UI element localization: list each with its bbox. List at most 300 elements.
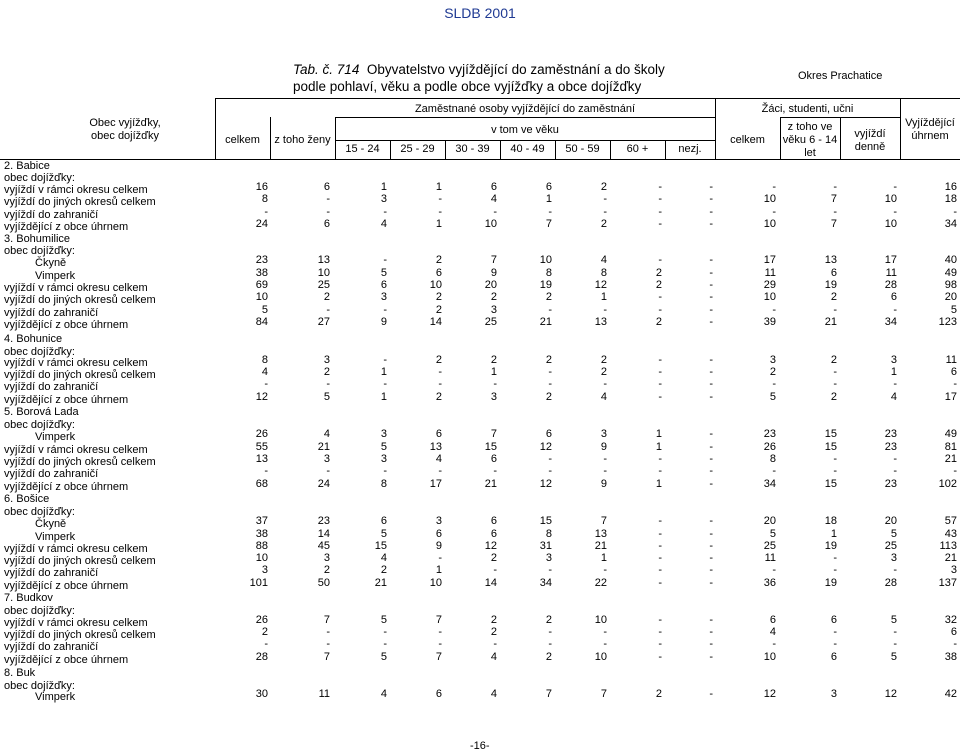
row-label: vyjíždí v rámci okresu celkem [4, 617, 148, 629]
table-cell: 15 [539, 515, 552, 527]
table-cell: 24 [317, 478, 330, 490]
table-cell: - [893, 181, 897, 193]
table-cell: - [658, 304, 662, 316]
table-cell: 6 [490, 528, 497, 540]
table-cell: - [603, 564, 607, 576]
header-students-group: Žáci, studenti, učni [761, 103, 854, 115]
table-cell: - [658, 577, 662, 589]
table-cell: - [709, 552, 713, 564]
table-cell: 6 [435, 688, 442, 700]
table-cell: 34 [944, 218, 957, 230]
table-cell: - [709, 254, 713, 266]
table-cell: - [709, 218, 713, 230]
table-cell: - [326, 206, 330, 218]
table-cell: - [772, 378, 776, 390]
table-cell: - [493, 564, 497, 576]
header-students-daily [840, 128, 900, 154]
table-cell: 37 [255, 515, 268, 527]
table-cell: 23 [884, 478, 897, 490]
table-cell: - [893, 378, 897, 390]
table-cell: - [709, 354, 713, 366]
table-cell: 9 [380, 316, 387, 328]
row-label: vyjíždí v rámci okresu celkem [4, 444, 148, 456]
table-cell: 12 [594, 279, 607, 291]
table-cell: 24 [255, 218, 268, 230]
table-cell: - [893, 626, 897, 638]
table-cell: - [953, 206, 957, 218]
table-cell: 10 [539, 254, 552, 266]
table-cell: - [383, 304, 387, 316]
table-cell: - [383, 354, 387, 366]
table-cell: 40 [944, 254, 957, 266]
table-cell: - [772, 638, 776, 650]
table-cell: - [548, 206, 552, 218]
row-label: vyjíždějící z obce úhrnem [4, 654, 129, 666]
table-cell: 5 [380, 614, 387, 626]
table-cell: - [833, 465, 837, 477]
row-label: Vimperk [35, 531, 76, 543]
table-cell: 13 [429, 441, 442, 453]
table-cell: 2 [655, 267, 662, 279]
table-cell: 4 [600, 391, 607, 403]
table-cell: 84 [255, 316, 268, 328]
table-cell: 3 [890, 354, 897, 366]
table-cell: 2 [323, 564, 330, 576]
row-label: obec dojížďky: [4, 245, 75, 257]
table-cell: 6 [950, 626, 957, 638]
table-cell: - [709, 453, 713, 465]
row-label: 8. Buk [4, 667, 36, 679]
table-cell: - [383, 626, 387, 638]
table-cell: 18 [824, 515, 837, 527]
row-label: vyjíždí do zahraničí [4, 641, 99, 653]
table-cell: 12 [884, 688, 897, 700]
table-cell: 5 [769, 391, 776, 403]
table-cell: 1 [655, 441, 662, 453]
table-cell: 5 [380, 528, 387, 540]
table-cell: 5 [380, 651, 387, 663]
table-cell: 16 [944, 181, 957, 193]
table-cell: 25 [484, 316, 497, 328]
table-cell: 10 [594, 614, 607, 626]
table-cell: - [264, 465, 268, 477]
table-cell: 49 [944, 428, 957, 440]
table-cell: 2 [545, 354, 552, 366]
table-cell: - [833, 366, 837, 378]
table-cell: - [658, 206, 662, 218]
table-cell: 5 [261, 304, 268, 316]
table-cell: 1 [655, 428, 662, 440]
table-cell: 2 [435, 391, 442, 403]
table-cell: 20 [484, 279, 497, 291]
table-cell: - [548, 453, 552, 465]
row-label: vyjíždí do zahraničí [4, 468, 99, 480]
table-cell: 6 [890, 291, 897, 303]
table-cell: 21 [374, 577, 387, 589]
table-cell: - [438, 366, 442, 378]
table-cell: 9 [600, 478, 607, 490]
header-students-daily-line2: denně [854, 141, 886, 153]
table-cell: - [383, 254, 387, 266]
table-cell: 10 [763, 193, 776, 205]
table-cell: - [603, 453, 607, 465]
table-cell: - [603, 304, 607, 316]
table-cell: - [709, 478, 713, 490]
table-cell: 88 [255, 540, 268, 552]
table-cell: 42 [944, 688, 957, 700]
table-cell: 5 [890, 614, 897, 626]
table-cell: 2 [600, 218, 607, 230]
table-cell: - [548, 378, 552, 390]
table-cell: 4 [490, 651, 497, 663]
table-cell: 19 [824, 279, 837, 291]
table-cell: - [893, 206, 897, 218]
table-cell: 1 [545, 193, 552, 205]
row-label: 2. Babice [4, 160, 50, 172]
row-label: vyjíždějící z obce úhrnem [4, 221, 129, 233]
table-cell: - [709, 304, 713, 316]
row-label: vyjíždí do jiných okresů celkem [4, 629, 156, 641]
table-cell: - [326, 626, 330, 638]
table-cell: 137 [938, 577, 957, 589]
table-cell: 21 [317, 441, 330, 453]
table-cell: 6 [323, 218, 330, 230]
row-label: obec dojížďky: [4, 172, 75, 184]
table-cell: 31 [539, 540, 552, 552]
table-cell: - [709, 316, 713, 328]
table-cell: 4 [490, 193, 497, 205]
table-cell: 17 [944, 391, 957, 403]
table-cell: - [709, 564, 713, 576]
table-cell: 2 [830, 391, 837, 403]
table-cell: 23 [255, 254, 268, 266]
table-cell: - [658, 540, 662, 552]
table-cell: 12 [539, 478, 552, 490]
row-label: vyjíždí do jiných okresů celkem [4, 456, 156, 468]
header-age-25-29: 25 - 29 [400, 143, 435, 155]
table-cell: 2 [490, 291, 497, 303]
row-label: vyjíždí do jiných okresů celkem [4, 196, 156, 208]
table-cell: 3 [323, 354, 330, 366]
table-cell: - [658, 354, 662, 366]
table-number: 714 [336, 62, 360, 77]
table-cell: - [548, 366, 552, 378]
table-subtitle: podle pohlaví, věku a podle obce vyjížďky a obce dojížďky [293, 79, 642, 94]
table-cell: 2 [600, 181, 607, 193]
table-cell: 23 [317, 515, 330, 527]
header-obec-line2: obec dojížďky [91, 130, 159, 142]
table-cell: 15 [484, 441, 497, 453]
table-cell: 17 [429, 478, 442, 490]
row-label: Vimperk [35, 270, 76, 282]
table-cell: 14 [484, 577, 497, 589]
table-cell: 6 [490, 515, 497, 527]
row-label: 7. Budkov [4, 592, 53, 604]
table-cell: 23 [884, 441, 897, 453]
table-cell: - [548, 626, 552, 638]
table-cell: 7 [435, 651, 442, 663]
table-cell: 4 [769, 626, 776, 638]
table-cell: - [603, 465, 607, 477]
table-cell: 18 [944, 193, 957, 205]
table-cell: 8 [380, 478, 387, 490]
table-cell: 1 [435, 181, 442, 193]
table-cell: - [709, 577, 713, 589]
table-cell: 13 [255, 453, 268, 465]
header-age-60: 60 + [626, 143, 649, 155]
table-cell: 26 [255, 428, 268, 440]
table-cell: 10 [255, 552, 268, 564]
table-cell: 2 [600, 366, 607, 378]
table-cell: - [264, 378, 268, 390]
row-label: vyjíždějící z obce úhrnem [4, 394, 129, 406]
table-cell: 10 [484, 218, 497, 230]
header-age-50-59: 50 - 59 [565, 143, 600, 155]
table-cell: 2 [490, 552, 497, 564]
table-cell: - [438, 626, 442, 638]
table-cell: - [709, 651, 713, 663]
table-cell: - [709, 267, 713, 279]
table-cell: 1 [380, 366, 387, 378]
table-cell: 38 [944, 651, 957, 663]
table-cell: 10 [429, 577, 442, 589]
table-cell: 2 [545, 651, 552, 663]
table-cell: 2 [600, 354, 607, 366]
table-cell: - [833, 626, 837, 638]
table-cell: 3 [830, 688, 837, 700]
table-cell: 2 [490, 626, 497, 638]
table-cell: 6 [545, 181, 552, 193]
table-cell: 15 [824, 428, 837, 440]
table-cell: - [709, 391, 713, 403]
table-cell: 3 [600, 428, 607, 440]
row-label: Čkyně [35, 257, 67, 269]
table-cell: 5 [380, 441, 387, 453]
table-cell: - [658, 378, 662, 390]
table-cell: 4 [435, 453, 442, 465]
table-cell: 2 [830, 354, 837, 366]
table-cell: - [658, 453, 662, 465]
table-cell: - [326, 638, 330, 650]
table-cell: - [658, 465, 662, 477]
header-z-toho-zeny: z toho ženy [274, 134, 331, 146]
table-cell: - [658, 254, 662, 266]
table-cell: 3 [380, 291, 387, 303]
table-cell: 21 [484, 478, 497, 490]
table-cell: 8 [545, 267, 552, 279]
table-cell: 25 [884, 540, 897, 552]
table-cell: 4 [600, 254, 607, 266]
table-cell: - [658, 528, 662, 540]
table-cell: 14 [429, 316, 442, 328]
table-cell: 6 [490, 453, 497, 465]
table-cell: 2 [830, 291, 837, 303]
table-cell: 26 [763, 441, 776, 453]
table-cell: - [893, 564, 897, 576]
table-cell: 15 [374, 540, 387, 552]
table-cell: 5 [380, 267, 387, 279]
table-cell: 69 [255, 279, 268, 291]
table-cell: 11 [318, 688, 330, 700]
table-cell: 28 [884, 279, 897, 291]
row-label: vyjíždí do zahraničí [4, 209, 99, 221]
table-cell: - [603, 193, 607, 205]
table-cell: - [953, 465, 957, 477]
table-cell: 8 [600, 267, 607, 279]
table-cell: 6 [435, 267, 442, 279]
table-cell: 10 [763, 218, 776, 230]
table-cell: 2 [435, 291, 442, 303]
table-cell: - [709, 540, 713, 552]
table-cell: 4 [890, 391, 897, 403]
table-cell: - [709, 181, 713, 193]
table-cell: 8 [769, 453, 776, 465]
table-cell: 2 [380, 564, 387, 576]
table-cell: - [833, 552, 837, 564]
table-cell: - [893, 465, 897, 477]
table-cell: - [709, 515, 713, 527]
table-cell: 6 [545, 428, 552, 440]
table-cell: 30 [255, 688, 268, 700]
table-cell: 10 [884, 193, 897, 205]
table-cell: 25 [317, 279, 330, 291]
table-cell: 26 [255, 614, 268, 626]
table-cell: 10 [763, 291, 776, 303]
table-cell: 36 [763, 577, 776, 589]
row-label: obec dojížďky: [4, 506, 75, 518]
table-cell: - [603, 626, 607, 638]
table-cell: 2 [545, 291, 552, 303]
table-cell: 1 [490, 366, 497, 378]
table-cell: - [709, 206, 713, 218]
table-cell: - [438, 465, 442, 477]
row-label: 6. Bošice [4, 493, 50, 505]
table-cell: 3 [435, 515, 442, 527]
row-label: Vimperk [35, 691, 76, 703]
table-cell: - [438, 378, 442, 390]
table-cell: 2 [655, 688, 662, 700]
row-label: obec dojížďky: [4, 680, 75, 692]
header-students-age-6-14 [780, 121, 840, 160]
header-age-40-49: 40 - 49 [510, 143, 545, 155]
table-cell: 38 [255, 267, 268, 279]
table-cell: 2 [655, 316, 662, 328]
table-cell: 7 [323, 614, 330, 626]
table-cell: - [658, 614, 662, 626]
table-cell: 21 [824, 316, 837, 328]
table-cell: 45 [317, 540, 330, 552]
row-label: vyjíždí do zahraničí [4, 567, 99, 579]
table-cell: 12 [255, 391, 268, 403]
employed-group-line [335, 117, 715, 118]
table-cell: 55 [255, 441, 268, 453]
table-cell: 15 [824, 441, 837, 453]
table-cell: 1 [380, 391, 387, 403]
row-label: vyjíždí v rámci okresu celkem [4, 184, 148, 196]
table-cell: 3 [950, 564, 957, 576]
table-cell: 1 [600, 552, 607, 564]
table-cell: 2 [435, 354, 442, 366]
row-label: vyjíždějící z obce úhrnem [4, 580, 129, 592]
table-cell: 1 [890, 366, 897, 378]
table-cell: 101 [249, 577, 268, 589]
table-cell: 4 [490, 688, 497, 700]
age-group-line [335, 140, 715, 141]
table-cell: 29 [763, 279, 776, 291]
table-cell: - [772, 465, 776, 477]
table-cell: 6 [490, 181, 497, 193]
table-cell: 6 [950, 366, 957, 378]
header-students-age-line2: věku 6 - 14 [782, 134, 838, 146]
table-cell: 8 [545, 528, 552, 540]
table-cell: 11 [764, 552, 776, 564]
table-cell: 5 [950, 304, 957, 316]
table-cell: - [833, 453, 837, 465]
table-cell: - [326, 304, 330, 316]
table-cell: 2 [323, 291, 330, 303]
table-cell: 22 [594, 577, 607, 589]
header-v-tom-ve-veku: v tom ve věku [491, 124, 559, 136]
table-cell: - [709, 638, 713, 650]
table-cell: 3 [323, 552, 330, 564]
table-cell: - [658, 651, 662, 663]
header-employed-group: Zaměstnané osoby vyjíždějící do zaměstnání [414, 103, 636, 115]
table-cell: 17 [763, 254, 776, 266]
table-cell: 7 [435, 614, 442, 626]
table-cell: - [658, 291, 662, 303]
table-cell: - [548, 564, 552, 576]
table-cell: - [326, 465, 330, 477]
document-header: SLDB 2001 [444, 5, 516, 21]
table-cell: 39 [763, 316, 776, 328]
table-cell: - [709, 193, 713, 205]
table-cell: 7 [545, 218, 552, 230]
table-cell: 12 [484, 540, 497, 552]
table-cell: 5 [769, 528, 776, 540]
table-cell: 6 [830, 614, 837, 626]
header-age-30-39: 30 - 39 [455, 143, 490, 155]
table-cell: 13 [824, 254, 837, 266]
table-cell: - [658, 564, 662, 576]
table-cell: - [658, 193, 662, 205]
table-cell: 7 [600, 688, 607, 700]
table-cell: 3 [769, 354, 776, 366]
table-cell: - [603, 378, 607, 390]
row-label: vyjíždí do zahraničí [4, 381, 99, 393]
row-label: Čkyně [35, 518, 67, 530]
table-cell: 4 [323, 428, 330, 440]
table-cell: 1 [380, 181, 387, 193]
table-title-text: Obyvatelstvo vyjíždějící do zaměstnání a do školy [366, 62, 665, 77]
table-cell: - [709, 465, 713, 477]
table-cell: 12 [763, 688, 776, 700]
table-cell: 4 [380, 552, 387, 564]
table-cell: 7 [830, 218, 837, 230]
table-cell: - [438, 552, 442, 564]
header-students-celkem: celkem [730, 134, 765, 146]
table-cell: 34 [884, 316, 897, 328]
table-cell: 8 [261, 354, 268, 366]
table-cell: 3 [490, 391, 497, 403]
table-cell: 21 [594, 540, 607, 552]
table-cell: - [833, 181, 837, 193]
table-cell: - [383, 465, 387, 477]
table-cell: - [709, 441, 713, 453]
row-label: 5. Borová Lada [4, 406, 79, 418]
table-cell: - [953, 378, 957, 390]
table-cell: 10 [429, 279, 442, 291]
table-cell: - [709, 688, 713, 700]
